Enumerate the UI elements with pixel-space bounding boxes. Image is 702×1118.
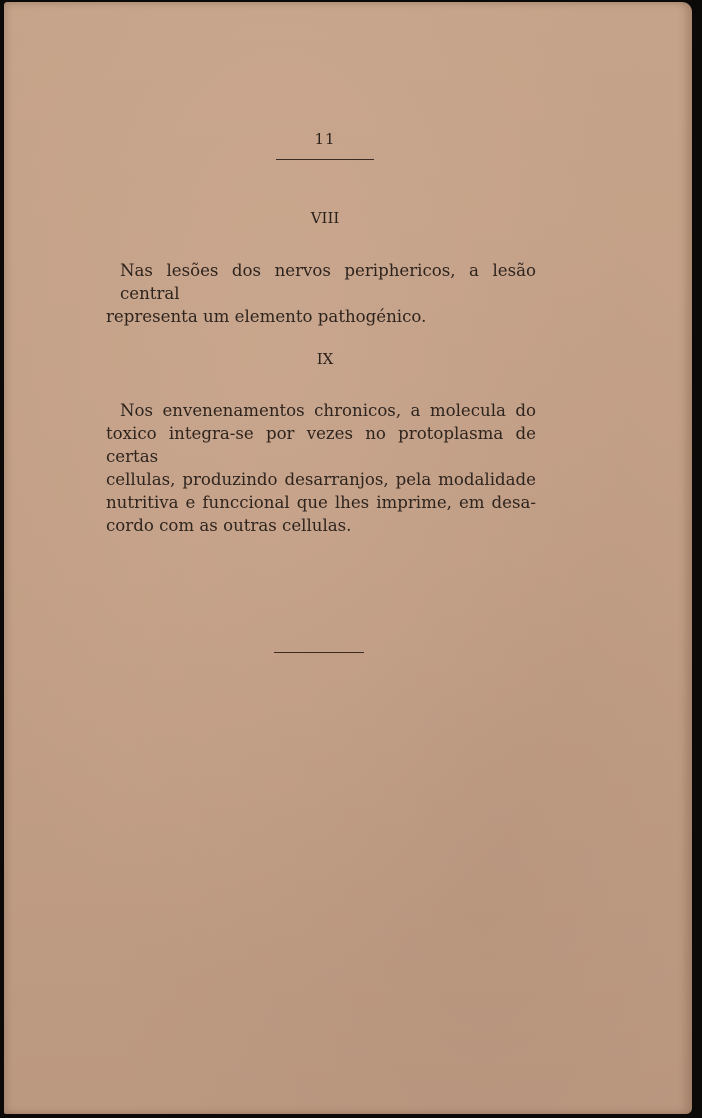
end-rule bbox=[274, 652, 364, 653]
section-ix-paragraph bbox=[106, 399, 536, 537]
section-viii-paragraph bbox=[106, 259, 536, 328]
page-number: 11 bbox=[314, 130, 336, 148]
paragraph-line: Nos envenenamentos chronicos, a molecula do bbox=[120, 401, 536, 420]
section-heading-ix: IX bbox=[316, 350, 334, 368]
section-heading-viii: VIII bbox=[310, 209, 340, 227]
paragraph-line: Nas lesões dos nervos periphericos, a lesão central bbox=[120, 261, 536, 303]
paragraph-line: toxico integra-se por vezes no protoplasma de certas bbox=[106, 424, 536, 466]
book-page bbox=[4, 2, 692, 1114]
header-rule bbox=[276, 159, 374, 160]
paragraph-line: cordo com as outras cellulas. bbox=[106, 516, 352, 535]
paragraph-line: cellulas, produzindo desarranjos, pela modalidade bbox=[106, 470, 536, 489]
paragraph-line: nutritiva e funccional que lhes imprime, em desa- bbox=[106, 493, 536, 512]
paragraph-line: representa um elemento pathogénico. bbox=[106, 307, 427, 326]
